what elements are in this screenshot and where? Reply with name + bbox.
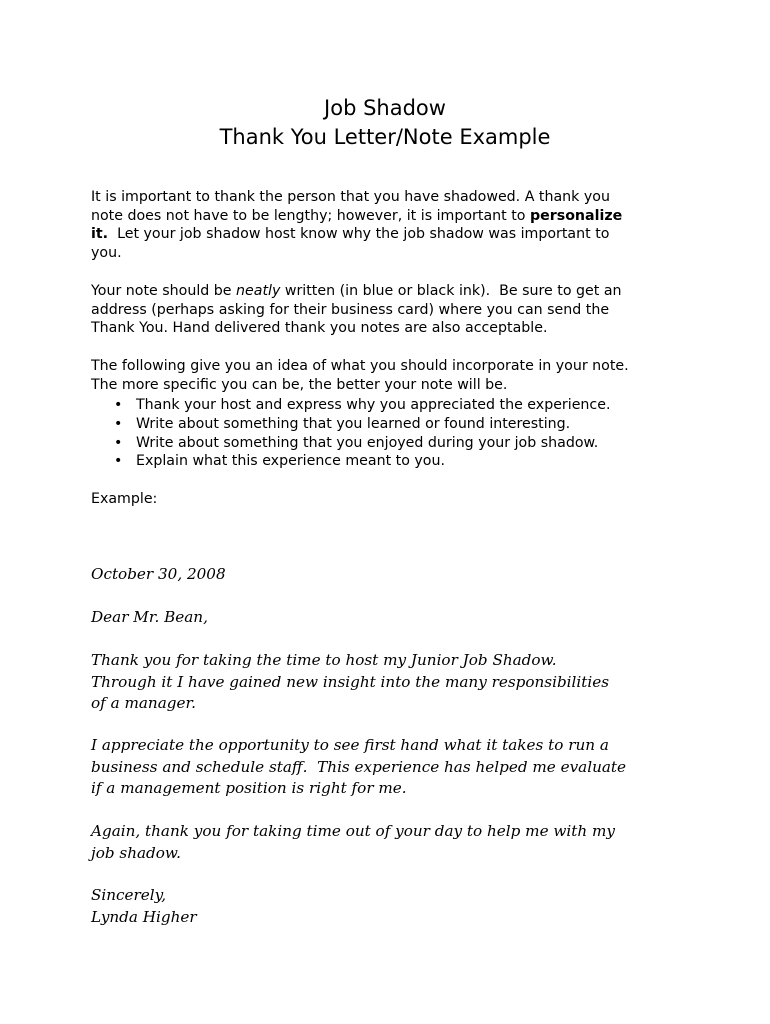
bullet-icon: • xyxy=(114,453,123,470)
list-item xyxy=(91,415,610,434)
list-item-text: Write about something that you enjoyed during your job shadow. xyxy=(136,434,599,451)
bullet-icon: • xyxy=(114,397,123,413)
tips-list xyxy=(91,396,610,471)
letter-line: Thank you for taking the time to host my Junior Job Shadow. xyxy=(91,651,557,669)
neat-line-2: address (perhaps asking for their business card) where you can send the xyxy=(91,301,610,318)
letter-closing xyxy=(91,885,711,928)
letter-body-paragraph-1 xyxy=(91,650,711,715)
neat-line-1 xyxy=(91,282,691,301)
letter-line: of a manager. xyxy=(91,694,196,712)
neatness-paragraph xyxy=(91,282,691,338)
intro-bold-it: it. xyxy=(91,226,109,243)
example-label: Example: xyxy=(91,491,158,507)
letter-line: Through it I have gained new insight into the many responsibilities xyxy=(91,672,609,691)
document-subtitle: Thank You Letter/Note Example xyxy=(219,125,551,149)
letter-date-text: October 30, 2008 xyxy=(91,565,226,583)
letter-date xyxy=(91,564,711,586)
neat-line-1-text-a: Your note should be xyxy=(91,283,237,299)
neat-line-3: Thank You. Hand delivered thank you notes are also acceptable. xyxy=(91,320,548,337)
bullet-icon: • xyxy=(114,415,123,432)
list-item-text: Explain what this experience meant to you. xyxy=(136,453,445,470)
letter-line: Again, thank you for taking time out of your day to help me with my xyxy=(91,822,615,840)
letter-signature: Lynda Higher xyxy=(91,907,197,926)
letter-line: I appreciate the opportunity to see first hand what it takes to run a xyxy=(91,736,609,754)
following-line-1: The following give you an idea of what you should incorporate in your note. xyxy=(91,358,629,374)
intro-line-4: you. xyxy=(91,244,122,261)
document-title: Job Shadow xyxy=(324,96,446,120)
letter-body-paragraph-3 xyxy=(91,821,711,864)
intro-line-2 xyxy=(91,207,691,226)
list-item-text: Thank your host and express why you appreciated the experience. xyxy=(136,397,611,413)
intro-bold-personalize: personalize xyxy=(529,207,623,224)
letter-closing-text: Sincerely, xyxy=(91,886,167,904)
letter-line: job shadow. xyxy=(91,843,181,862)
neat-line-1-text-b: written (in blue or black ink). Be sure to get an xyxy=(280,283,622,299)
letter-salutation-text: Dear Mr. Bean, xyxy=(91,608,208,626)
following-line-2: The more specific you can be, the better your note will be. xyxy=(91,376,508,393)
list-item xyxy=(91,396,610,415)
bullet-icon: • xyxy=(114,434,123,451)
list-item-text: Write about something that you learned or found interesting. xyxy=(136,415,571,432)
intro-line-3 xyxy=(91,225,691,244)
letter-body-paragraph-2 xyxy=(91,735,711,800)
intro-paragraph xyxy=(91,188,691,262)
neat-italic-neatly: neatly xyxy=(236,283,281,299)
list-item xyxy=(91,434,610,453)
intro-line-3-text: Let your job shadow host know why the job shadow was important to xyxy=(108,226,610,243)
following-paragraph xyxy=(91,357,691,394)
letter-line: business and schedule staff. This experience has helped me evaluate xyxy=(91,757,626,776)
intro-line-1: It is important to thank the person that you have shadowed. A thank you xyxy=(91,189,610,205)
intro-line-2-text: note does not have to be lengthy; however, it is important to xyxy=(91,207,530,224)
letter-salutation xyxy=(91,607,711,629)
letter-line: if a management position is right for me. xyxy=(91,779,407,797)
list-item xyxy=(91,452,610,471)
